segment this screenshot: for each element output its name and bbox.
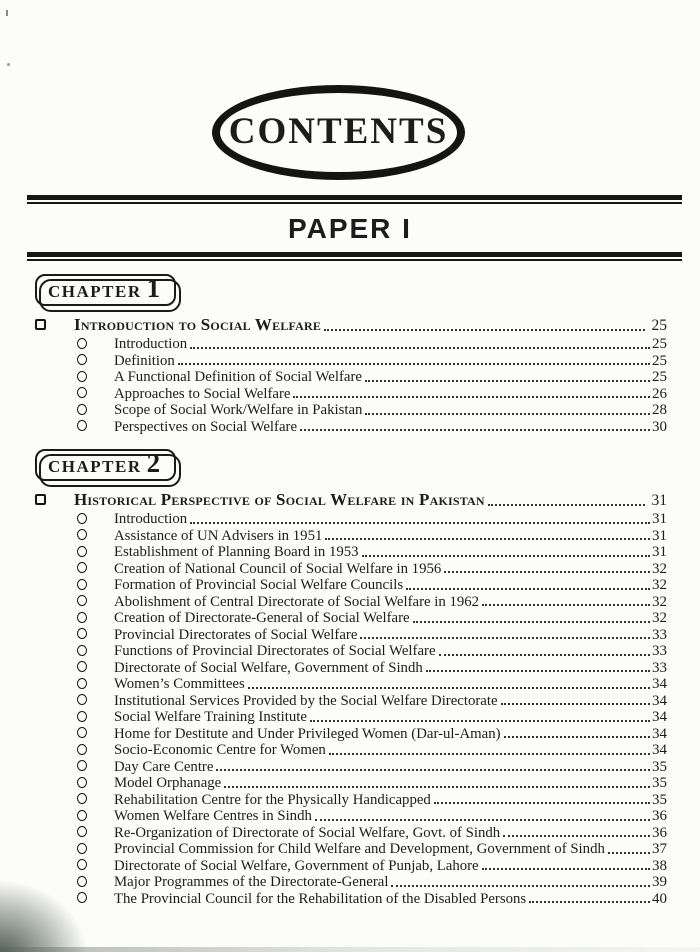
circle-bullet-icon [77, 678, 87, 689]
toc-item-page: 34 [652, 709, 667, 725]
dot-leader [325, 538, 650, 540]
chapter-entry-row [0, 490, 700, 510]
toc-item-label: Day Care Centre [114, 758, 214, 775]
toc-item-row [0, 858, 700, 875]
toc-item-row [0, 594, 700, 611]
toc-item-label: Women Welfare Centres in Sindh [114, 808, 312, 824]
toc-item-label: Perspectives on Social Welfare [114, 418, 298, 435]
dot-leader [439, 654, 650, 656]
dot-leader [360, 637, 650, 639]
chapter-section-2 [0, 436, 700, 907]
chapter-entry-page: 25 [651, 317, 667, 334]
toc-item-label: Directorate of Social Welfare, Government of Punjab, Lahore [114, 857, 479, 874]
toc-item-row [0, 419, 700, 436]
toc-item-row [0, 775, 700, 792]
toc-item-page: 30 [652, 418, 667, 435]
toc-item-label: Socio-Economic Centre for Women [114, 742, 326, 758]
dot-leader [413, 621, 650, 623]
chapter-entry-title: Introduction to Social Welfare [74, 315, 322, 334]
circle-bullet-icon [77, 562, 87, 573]
toc-item-page: 35 [652, 775, 667, 791]
circle-bullet-icon [77, 810, 87, 821]
chapter-box-number: 2 [146, 448, 161, 478]
circle-bullet-icon [77, 760, 87, 771]
toc-item-row [0, 676, 700, 693]
toc-item-row [0, 544, 700, 561]
scan-speck [6, 10, 8, 16]
circle-bullet-icon [77, 354, 87, 365]
circle-bullet-icon [77, 595, 87, 606]
circle-bullet-icon [77, 529, 87, 540]
circle-bullet-icon [77, 744, 87, 755]
toc-item-page: 33 [652, 626, 667, 643]
circle-bullet-icon [77, 420, 87, 431]
circle-bullet-icon [77, 793, 87, 804]
circle-bullet-icon [77, 892, 87, 903]
chapter-entry-title: Historical Perspective of Social Welfare in Pakistan [74, 490, 485, 509]
chapter-section-1 [0, 261, 700, 435]
toc-item-page: 36 [652, 808, 667, 824]
toc-item-label: Introduction [114, 336, 188, 352]
contents-title: CONTENTS [228, 111, 449, 152]
dot-leader [324, 329, 644, 331]
toc-item-page: 32 [652, 560, 667, 577]
dot-leader [329, 753, 650, 755]
toc-item-row [0, 759, 700, 776]
dot-leader [488, 504, 645, 506]
dot-leader [178, 363, 650, 365]
toc-item-row [0, 577, 700, 594]
dot-leader [482, 868, 650, 870]
toc-item-label: Formation of Provincial Social Welfare Councils [114, 577, 404, 593]
toc-item-page: 33 [652, 643, 667, 659]
dot-leader [362, 555, 650, 557]
toc-item-row [0, 402, 700, 419]
circle-bullet-icon [77, 694, 87, 705]
table-of-contents [0, 261, 700, 907]
toc-item-label: Scope of Social Work/Welfare in Pakistan [114, 402, 363, 418]
dot-leader [406, 588, 650, 590]
scan-edge-strip [0, 947, 700, 952]
chapter-box-number: 1 [146, 273, 161, 303]
chapter-box [35, 274, 176, 306]
toc-item-page: 36 [652, 824, 667, 841]
toc-item-page: 34 [652, 725, 667, 742]
chapter-entry-page: 31 [651, 492, 667, 509]
rule-thick [27, 252, 682, 257]
toc-item-label: Introduction [114, 511, 188, 527]
toc-item-page: 40 [652, 890, 667, 907]
toc-item-row [0, 610, 700, 627]
dot-leader [426, 670, 650, 672]
toc-item-label: Creation of National Council of Social Welfare in 1956 [114, 560, 442, 577]
toc-item-label: Institutional Services Provided by the Social Welfare Directorate [114, 692, 498, 709]
toc-item-row [0, 808, 700, 825]
toc-item-label: Establishment of Planning Board in 1953 [114, 544, 359, 560]
toc-item-row [0, 643, 700, 660]
toc-item-label: Approaches to Social Welfare [114, 385, 291, 402]
circle-bullet-icon [77, 777, 87, 788]
circle-bullet-icon [77, 513, 87, 524]
toc-item-row [0, 561, 700, 578]
toc-item-label: Directorate of Social Welfare, Government of Sindh [114, 659, 423, 676]
toc-item-label: Rehabilitation Centre for the Physically Handicapped [114, 791, 431, 808]
dot-leader [391, 885, 650, 887]
toc-item-page: 37 [652, 841, 667, 857]
toc-item-row [0, 369, 700, 386]
square-bullet-icon [35, 319, 46, 330]
toc-item-row [0, 726, 700, 743]
chapter-items [0, 336, 700, 435]
toc-item-page: 25 [652, 352, 667, 369]
circle-bullet-icon [77, 711, 87, 722]
toc-item-page: 26 [652, 385, 667, 402]
double-rule-top [27, 195, 682, 204]
chapter-entry-row [0, 315, 700, 335]
circle-bullet-icon [77, 727, 87, 738]
toc-item-label: Major Programmes of the Directorate-General [114, 874, 389, 890]
toc-item-row [0, 841, 700, 858]
toc-item-label: Provincial Directorates of Social Welfare [114, 626, 358, 643]
toc-item-row [0, 353, 700, 370]
dot-leader [293, 396, 650, 398]
toc-item-page: 31 [652, 544, 667, 560]
chapter-items [0, 511, 700, 907]
toc-item-label: Home for Destitute and Under Privileged Women (Dar-ul-Aman) [114, 725, 501, 742]
toc-item-label: Social Welfare Training Institute [114, 709, 307, 725]
circle-bullet-icon [77, 371, 87, 382]
toc-item-page: 32 [652, 577, 667, 593]
circle-bullet-icon [77, 826, 87, 837]
dot-leader [224, 786, 650, 788]
toc-item-page: 35 [652, 758, 667, 775]
circle-bullet-icon [77, 579, 87, 590]
dot-leader [190, 347, 650, 349]
toc-item-row [0, 386, 700, 403]
toc-item-row [0, 660, 700, 677]
toc-item-page: 32 [652, 610, 667, 626]
toc-item-row [0, 511, 700, 528]
toc-item-label: Abolishment of Central Directorate of Social Welfare in 1962 [114, 593, 480, 610]
toc-item-page: 32 [652, 593, 667, 610]
toc-item-page: 31 [652, 511, 667, 527]
circle-bullet-icon [77, 404, 87, 415]
circle-bullet-icon [77, 843, 87, 854]
toc-item-label: Definition [114, 352, 175, 369]
circle-bullet-icon [77, 546, 87, 557]
toc-item-label: Re-Organization of Directorate of Social Welfare, Govt. of Sindh [114, 824, 501, 841]
toc-item-page: 25 [652, 369, 667, 385]
double-rule-bottom [27, 252, 682, 261]
dot-leader [315, 819, 650, 821]
toc-item-page: 39 [652, 874, 667, 890]
toc-item-label: The Provincial Council for the Rehabilitation of the Disabled Persons [114, 890, 527, 907]
chapter-box [35, 449, 176, 481]
toc-item-page: 25 [652, 336, 667, 352]
dot-leader [608, 852, 650, 854]
circle-bullet-icon [77, 387, 87, 398]
toc-item-label: Creation of Directorate-General of Social Welfare [114, 610, 410, 626]
toc-item-label: A Functional Definition of Social Welfare [114, 369, 362, 385]
circle-bullet-icon [77, 859, 87, 870]
dot-leader [529, 901, 650, 903]
toc-item-row [0, 528, 700, 545]
toc-item-page: 34 [652, 692, 667, 709]
square-bullet-icon [35, 494, 46, 505]
dot-leader [310, 720, 650, 722]
circle-bullet-icon [77, 661, 87, 672]
circle-bullet-icon [77, 612, 87, 623]
toc-item-label: Provincial Commission for Child Welfare and Development, Government of Sindh [114, 841, 605, 857]
toc-item-label: Model Orphanage [114, 775, 222, 791]
toc-item-page: 28 [652, 402, 667, 418]
toc-item-page: 38 [652, 857, 667, 874]
toc-item-row [0, 825, 700, 842]
dot-leader [248, 687, 650, 689]
circle-bullet-icon [77, 645, 87, 656]
toc-item-page: 35 [652, 791, 667, 808]
circle-bullet-icon [77, 628, 87, 639]
toc-item-label: Assistance of UN Advisers in 1951 [114, 527, 323, 544]
rule-thick [27, 195, 682, 200]
toc-item-row [0, 742, 700, 759]
dot-leader [365, 380, 650, 382]
dot-leader [503, 835, 650, 837]
toc-item-page: 34 [652, 676, 667, 692]
toc-item-page: 31 [652, 527, 667, 544]
dot-leader [216, 769, 650, 771]
toc-item-label: Functions of Provincial Directorates of Social Welfare [114, 643, 436, 659]
dot-leader [365, 413, 650, 415]
toc-item-row [0, 709, 700, 726]
toc-item-row [0, 336, 700, 353]
chapter-box-label: CHAPTER [48, 282, 142, 301]
dot-leader [434, 802, 650, 804]
circle-bullet-icon [77, 876, 87, 887]
toc-item-row [0, 874, 700, 891]
toc-item-label: Women’s Committees [114, 676, 245, 692]
dot-leader [300, 429, 650, 431]
circle-bullet-icon [77, 338, 87, 349]
dot-leader [482, 604, 650, 606]
toc-item-row [0, 891, 700, 908]
chapter-box-label: CHAPTER [48, 457, 142, 476]
scan-speck [7, 63, 10, 66]
toc-item-page: 33 [652, 659, 667, 676]
dot-leader [501, 703, 650, 705]
toc-item-row [0, 693, 700, 710]
toc-item-page: 34 [652, 742, 667, 758]
dot-leader [190, 522, 650, 524]
paper-title: PAPER I [288, 213, 412, 244]
contents-title-oval [212, 85, 465, 180]
dot-leader [504, 736, 650, 738]
toc-item-row [0, 627, 700, 644]
toc-item-row [0, 792, 700, 809]
dot-leader [444, 571, 650, 573]
